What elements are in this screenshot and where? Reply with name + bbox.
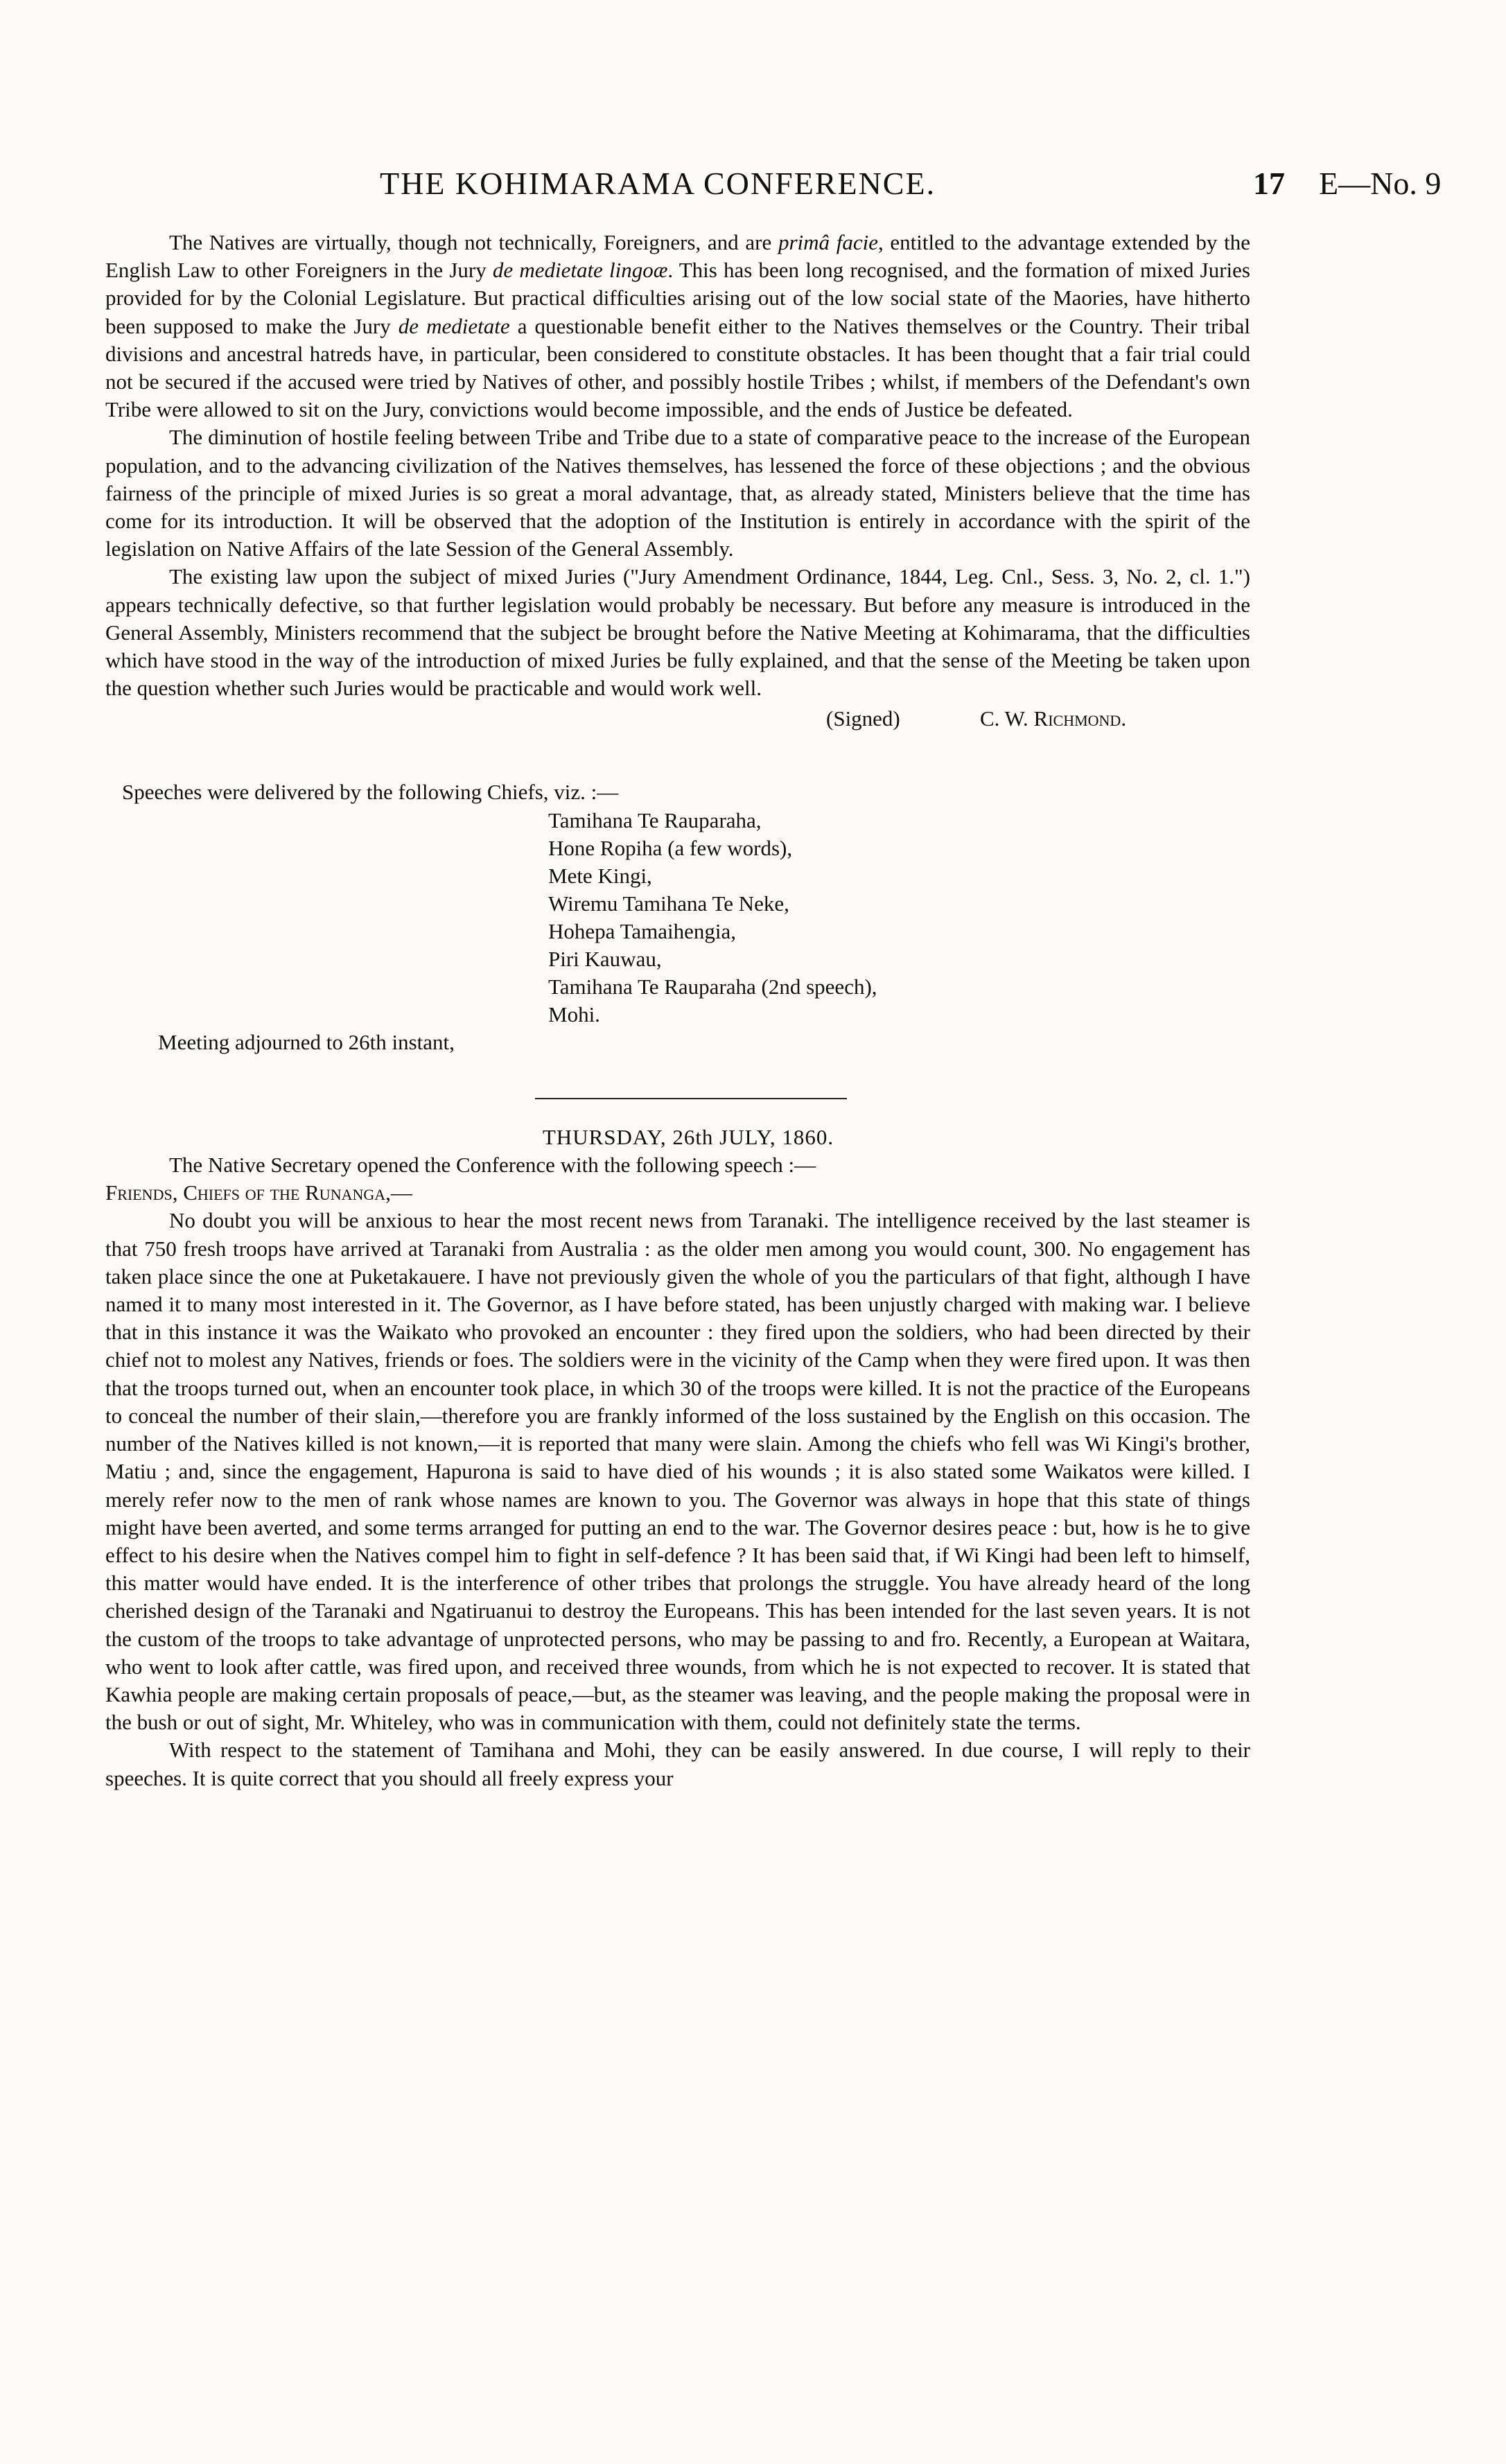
memo-paragraph-2: The diminution of hostile feeling between Tribe and Tribe due to a state of comparative peace to the increase of the European population, and to the advancing civilization of the Natives themselves, has lessened the force of these objections ; and the obvious fairness of the principle of mixed Juries is so great a moral advantage, that, as already stated, Ministers believe that the time has come for its introduction. It will be observed that the adoption of the Institution is entirely in accordance with the spirit of the legislation on Native Affairs of the late Session of the General Assembly. xyxy=(105,425,1250,561)
chief-item: Piri Kauwau, xyxy=(548,946,662,971)
page-number: 17 xyxy=(1253,166,1285,201)
section-divider xyxy=(535,1098,847,1099)
chief-list xyxy=(548,807,1250,1029)
latin-phrase: primâ facie xyxy=(778,230,878,254)
document-reference: E—No. 9 xyxy=(1319,166,1442,201)
chief-item: Mohi. xyxy=(548,1002,600,1026)
chief-item: Mete Kingi, xyxy=(548,863,652,888)
signed-label: (Signed) xyxy=(826,706,900,731)
speeches-section xyxy=(105,778,1250,1056)
header-title: THE KOHIMARAMA CONFERENCE. xyxy=(380,166,936,201)
chief-item: Hohepa Tamaihengia, xyxy=(548,918,736,943)
memo-paragraph-1: The Natives are virtually, though not technically, Foreigners, and are primâ facie, entitled to the advantage extended by the English Law to other Foreigners in the Jury de medietate lingoæ. This has been long recognised, and the formation of mixed Juries provided for by the Colonial Legislature. But practical difficulties arising out of the low social state of the Maories, have hitherto been supposed to make the Jury de medietate a questionable benefit either to the Natives themselves or the Country. Their tribal divisions and ancestral hatreds have, in particular, been considered to constitute obstacles. It has been thought that a fair trial could not be secured if the accused were tried by Natives of other, and possibly hostile Tribes ; whilst, if members of the Defendant's own Tribe were allowed to sit on the Jury, convictions would become impossible, and the ends of Justice be defeated. xyxy=(105,230,1250,422)
latin-phrase: de medietate xyxy=(398,313,510,338)
chief-item: Wiremu Tamihana Te Neke, xyxy=(548,891,789,916)
speech-paragraph-2: With respect to the statement of Tamihana and Mohi, they can be easily answered. In due course, I will reply to their speeches. It is quite correct that you should all freely express your xyxy=(105,1738,1250,1790)
speech-paragraph-1: No doubt you will be anxious to hear the most recent news from Taranaki. The intelligence received by the last steamer is that 750 fresh troops have arrived at Taranaki from Australia : as the older men among you would count, 300. No engagement has taken place since the one at Puketakauere. I have not previously given the whole of you the particulars of that fight, although I have named it to many most interested in it. The Governor, as I have before stated, has been unjustly charged with making war. I believe that in this instance it was the Waikato who provoked an encounter : they fired upon the soldiers, who had been directed by their chief not to molest any Natives, friends or foes. The soldiers were in the vicinity of the Camp when they were fired upon. It was then that the troops turned out, when an encounter took place, in which 30 of the troops were killed. It is not the practice of the Europeans to conceal the number of their slain,—therefore you are frankly informed of the loss sustained by the English on this occasion. The number of the Natives killed is not known,—it is reported that many were slain. Among the chiefs who fell was Wi Kingi's brother, Matiu ; and, since the engagement, Hapurona is said to have died of his wounds ; it is also stated some Waikatos were killed. I merely refer now to the men of rank whose names are known to you. The Governor was always in hope that this state of things might have been averted, and some terms arranged for putting an end to the war. The Governor desires peace : but, how is he to give effect to his desire when the Natives compel him to fight in self-defence ? It has been said that, if Wi Kingi had been left to himself, this matter would have ended. It is the interference of other tribes that prolongs the struggle. You have already heard of the long cherished design of the Taranaki and Ngatiruanui to destroy the Europeans. This has been intended for the last seven years. It is not the custom of the troops to take advantage of unprotected persons, who may be passing to and fro. Recently, a European at Waitara, who went to look after cattle, was fired upon, and received three wounds, from which he is not expected to recover. It is stated that Kawhia people are making certain proposals of peace,—but, as the steamer was leaving, and the people making the proposal were in the bush or out of sight, Mr. Whiteley, who was in communication with them, could not definitely state the terms. xyxy=(105,1208,1250,1735)
page-body xyxy=(105,229,1250,1792)
session-opening: The Native Secretary opened the Conference with the following speech :— xyxy=(169,1153,816,1178)
signatory-name: C. W. Richmond. xyxy=(980,706,1127,731)
speeches-intro: Speeches were delivered by the following Chiefs, viz. :— xyxy=(122,780,619,805)
chief-item: Tamihana Te Rauparaha, xyxy=(548,807,762,832)
speech-salutation: Friends, Chiefs of the Runanga,— xyxy=(105,1180,412,1205)
running-header xyxy=(0,165,1506,207)
latin-phrase: de medietate lingoæ xyxy=(492,258,668,283)
adjournment-note: Meeting adjourned to 26th instant, xyxy=(158,1029,455,1054)
chief-item: Tamihana Te Rauparaha (2nd speech), xyxy=(548,974,877,999)
memo-paragraph-3: The existing law upon the subject of mixed Juries ("Jury Amendment Ordinance, 1844, Leg. Cnl., Sess. 3, No. 2, cl. 1.") appears technically defective, so that further legislation would probably be necessary. But before any measure is introduced in the General Assembly, Ministers recommend that the subject be brought before the Native Meeting at Kohimarama, that the difficulties which have stood in the way of the introduction of mixed Juries be fully explained, and that the sense of the Meeting be taken upon the question whether such Juries would be practicable and would work well. xyxy=(105,564,1250,701)
session-date: THURSDAY, 26th JULY, 1860. xyxy=(542,1124,834,1149)
signature-line xyxy=(105,701,1250,744)
chief-item: Hone Ropiha (a few words), xyxy=(548,835,793,860)
